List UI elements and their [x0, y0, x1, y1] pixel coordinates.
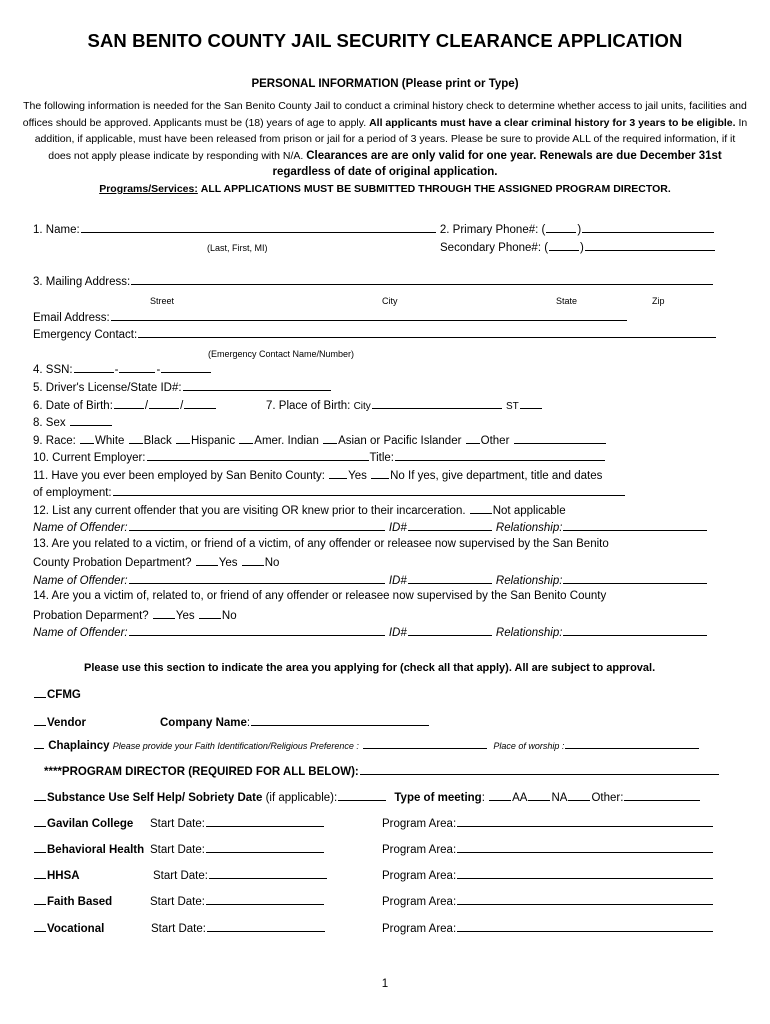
substance-row: Substance Use Self Help/ Sobriety Date (if applicable): Type of meeting: AA NA Other:: [33, 789, 701, 805]
start-date-label: Start Date:: [150, 844, 205, 856]
program-row: [33, 841, 144, 857]
program-area-field[interactable]: [457, 893, 713, 905]
cfmg-checkbox[interactable]: [34, 686, 46, 698]
ssn-part1-field[interactable]: [74, 361, 114, 373]
q11-employment-field[interactable]: [113, 484, 625, 496]
program-label: Behavioral Health: [47, 844, 145, 856]
personal-info-heading: PERSONAL INFORMATION (Please print or Type): [251, 78, 519, 90]
if-applicable-label: (if applicable):: [265, 792, 338, 804]
program-label: Gavilan College: [47, 818, 134, 830]
emergency-hint: (Emergency Contact Name/Number): [208, 349, 355, 359]
program-area-field[interactable]: [457, 815, 713, 827]
race-hispanic-checkbox[interactable]: [176, 432, 190, 444]
program-checkbox[interactable]: [34, 893, 46, 905]
addr-zip-hint: Zip: [652, 296, 665, 306]
page-number: 1: [381, 978, 389, 990]
emergency-label: Emergency Contact:: [33, 329, 138, 341]
pob-st-field[interactable]: [520, 397, 542, 409]
q14-cont-label: Probation Deparment?: [33, 610, 149, 622]
addr-city-hint: City: [382, 296, 398, 306]
q14-no-checkbox[interactable]: [199, 607, 221, 619]
pob-city-label: City: [353, 401, 371, 412]
start-date-field[interactable]: [206, 841, 324, 853]
pob-label: 7. Place of Birth:: [266, 400, 351, 412]
emergency-row: [33, 326, 717, 342]
relationship-label: Relationship:: [495, 522, 563, 534]
intro-paragraph: [22, 98, 748, 198]
start-date-field[interactable]: [206, 893, 324, 905]
program-row: [33, 893, 112, 909]
program-director-row: [44, 763, 720, 779]
offender-name-label: Name of Offender:: [33, 575, 128, 587]
start-date-row: [153, 867, 328, 883]
q11-row: 11. Have you ever been employed by San Benito County: Yes No If yes, give department, title and dates: [33, 467, 602, 483]
program-area-row: [382, 841, 714, 857]
q12-offender-field[interactable]: [129, 519, 385, 531]
program-row: [33, 815, 133, 831]
cfmg-row: [33, 686, 81, 702]
ssn-row: 4. SSN: - -: [33, 361, 212, 377]
cfmg-label: CFMG: [47, 689, 81, 701]
q12-na-checkbox[interactable]: [470, 502, 492, 514]
substance-checkbox[interactable]: [34, 789, 46, 801]
other-checkbox[interactable]: [568, 789, 590, 801]
q14-offender-field[interactable]: [129, 624, 385, 636]
ssn-label: 4. SSN:: [33, 364, 73, 376]
company-name-label: Company Name: [160, 717, 247, 729]
sex-label: 8. Sex: [33, 417, 66, 429]
pob-city-field[interactable]: [372, 397, 502, 409]
email-row: [33, 309, 628, 325]
mailing-label: 3. Mailing Address:: [33, 276, 131, 288]
q14-offender-row: [33, 624, 708, 640]
relationship-label: Relationship:: [495, 627, 563, 639]
chaplaincy-row: [33, 737, 700, 753]
worship-field[interactable]: [565, 737, 699, 749]
program-checkbox[interactable]: [34, 920, 46, 932]
q13-cont-label: County Probation Department?: [33, 557, 192, 569]
q14-yes-checkbox[interactable]: [153, 607, 175, 619]
q11-cont-label: of employment:: [33, 487, 112, 499]
name-hint: (Last, First, MI): [207, 243, 268, 253]
program-area-label: Program Area:: [382, 870, 457, 882]
name-label: 1. Name:: [33, 224, 80, 236]
program-area-label: Program Area:: [382, 896, 457, 908]
race-asian-checkbox[interactable]: [323, 432, 337, 444]
program-area-label: Program Area:: [382, 844, 457, 856]
q11-no-checkbox[interactable]: [371, 467, 389, 479]
company-row: Company Name:: [160, 714, 430, 730]
start-date-field[interactable]: [209, 867, 327, 879]
chaplaincy-note: Please provide your Faith Identification/Religious Preference :: [112, 741, 359, 751]
chaplaincy-checkbox[interactable]: [34, 737, 44, 749]
q12-row: 12. List any current offender that you are visiting OR knew prior to their incarceration. Not applicable: [33, 502, 566, 518]
program-area-row: [382, 867, 714, 883]
employer-title-label: Title:: [369, 452, 394, 464]
dl-field[interactable]: [183, 379, 331, 391]
emergency-field[interactable]: [138, 326, 716, 338]
intro-eligibility: All applicants must have a clear criminal history for 3 years to be eligible.: [369, 116, 736, 129]
race-label: 9. Race:: [33, 435, 76, 447]
q13-offender-row: [33, 572, 708, 588]
q11-yes-checkbox[interactable]: [329, 467, 347, 479]
q13-relationship-field[interactable]: [563, 572, 707, 584]
q13-id-field[interactable]: [408, 572, 492, 584]
vendor-checkbox[interactable]: [34, 714, 46, 726]
program-area-label: Program Area:: [382, 923, 457, 935]
q11-label: 11. Have you ever been employed by San Benito County:: [33, 470, 325, 482]
offender-name-label: Name of Offender:: [33, 627, 128, 639]
intro-text-1: The following information is needed for the San Benito County Jail to conduct a criminal history check to determine whether access to jail units, facilities and offices should be approved. Applicants must be (18) years of age to apply.: [22, 100, 747, 129]
offender-name-label: Name of Offender:: [33, 522, 128, 534]
dl-row: [33, 379, 332, 395]
addr-street-hint: Street: [150, 296, 175, 306]
relationship-label: Relationship:: [495, 575, 563, 587]
vendor-row: [33, 714, 86, 730]
program-label: Faith Based: [47, 896, 113, 908]
q12-id-field[interactable]: [408, 519, 492, 531]
start-date-label: Start Date:: [151, 923, 206, 935]
q11-if-yes: If yes, give department, title and dates: [408, 470, 603, 482]
intro-text-2: In addition, if applicable, must have been released from prison or jail for a period of 3 years. Please be sure to provide ALL of the required information, if it does not apply please indicate by responding with N/A.: [34, 116, 748, 162]
pob-st-label: ST: [506, 401, 519, 412]
race-row: 9. Race: White Black Hispanic Amer. Indian Asian or Pacific Islander Other: [33, 432, 607, 448]
aa-checkbox[interactable]: [489, 789, 511, 801]
q14-cont-row: Probation Deparment? Yes No: [33, 607, 237, 623]
employer-field[interactable]: [147, 449, 369, 461]
mailing-field[interactable]: [131, 273, 713, 285]
ssn-part2-field[interactable]: [119, 361, 155, 373]
start-date-row: [150, 893, 325, 909]
sex-field[interactable]: [70, 414, 112, 426]
faith-field[interactable]: [363, 737, 487, 749]
program-row: [33, 920, 104, 936]
race-other-field[interactable]: [514, 432, 606, 444]
ssn-part3-field[interactable]: [161, 361, 211, 373]
start-date-label: Start Date:: [153, 870, 208, 882]
pob-row: [266, 397, 543, 414]
q14-relationship-field[interactable]: [563, 624, 707, 636]
program-checkbox[interactable]: [34, 867, 46, 879]
program-area-row: [382, 893, 714, 909]
secondary-phone-row: Secondary Phone#: ( ): [440, 239, 716, 255]
dl-label: 5. Driver's License/State ID#:: [33, 382, 182, 394]
mailing-row: [33, 273, 714, 289]
start-date-row: [150, 841, 325, 857]
q12-label: 12. List any current offender that you are visiting OR knew prior to their incarceration.: [33, 505, 466, 517]
program-row: [33, 867, 80, 883]
race-other-checkbox[interactable]: [466, 432, 480, 444]
program-area-row: [382, 920, 714, 936]
email-label: Email Address:: [33, 312, 110, 324]
substance-label: Substance Use Self Help/ Sobriety Date: [47, 792, 263, 804]
program-area-field[interactable]: [457, 841, 713, 853]
program-label: Vocational: [47, 923, 105, 935]
program-director-field[interactable]: [360, 763, 719, 775]
dob-month-field[interactable]: [114, 397, 144, 409]
vendor-label: Vendor: [47, 717, 86, 729]
race-white-checkbox[interactable]: [80, 432, 94, 444]
chaplaincy-label: Chaplaincy: [48, 740, 110, 752]
sex-row: [33, 414, 113, 430]
employer-title-field[interactable]: [395, 449, 605, 461]
employer-label: 10. Current Employer:: [33, 452, 146, 464]
worship-label: Place of worship :: [493, 741, 565, 751]
q12-relationship-field[interactable]: [563, 519, 707, 531]
program-checkbox[interactable]: [34, 841, 46, 853]
secondary-area-code-field[interactable]: [549, 239, 579, 251]
programs-text: ALL APPLICATIONS MUST BE SUBMITTED THROUGH THE ASSIGNED PROGRAM DIRECTOR.: [200, 182, 671, 195]
program-director-label: ****PROGRAM DIRECTOR (REQUIRED FOR ALL BELOW):: [44, 766, 359, 778]
program-area-row: [382, 815, 714, 831]
q13-cont-row: County Probation Department? Yes No: [33, 554, 279, 570]
q12-offender-row: [33, 519, 708, 535]
q13-offender-field[interactable]: [129, 572, 385, 584]
start-date-row: [151, 920, 326, 936]
name-row: 1. Name: 2. Primary Phone#: ( ): [33, 221, 715, 237]
start-date-field[interactable]: [207, 920, 325, 932]
q14-id-field[interactable]: [408, 624, 492, 636]
na-checkbox[interactable]: [528, 789, 550, 801]
primary-phone-label: 2. Primary Phone#: (: [439, 224, 546, 236]
secondary-phone-field[interactable]: [585, 239, 715, 251]
start-date-label: Start Date:: [150, 818, 205, 830]
dob-label: 6. Date of Birth:: [33, 400, 113, 412]
programs-label: Programs/Services:: [99, 182, 198, 195]
offender-id-label: ID#: [388, 627, 407, 639]
start-date-field[interactable]: [206, 815, 324, 827]
q13-label: 13. Are you related to a victim, or friend of a victim, of any offender or releasee now supervised by the San Benito: [33, 538, 609, 550]
start-date-row: [150, 815, 325, 831]
dob-row: 6. Date of Birth: / /: [33, 397, 217, 413]
q13-no-checkbox[interactable]: [242, 554, 264, 566]
dob-day-field[interactable]: [149, 397, 179, 409]
area-heading: Please use this section to indicate the area you applying for (check all that apply). All are subject to approval.: [84, 662, 656, 674]
offender-id-label: ID#: [388, 522, 407, 534]
meeting-type-label: Type of meeting: [394, 792, 482, 804]
race-black-checkbox[interactable]: [129, 432, 143, 444]
dob-year-field[interactable]: [184, 397, 216, 409]
email-field[interactable]: [111, 309, 627, 321]
program-checkbox[interactable]: [34, 815, 46, 827]
q11-cont-row: [33, 484, 626, 500]
program-area-field[interactable]: [457, 920, 713, 932]
addr-state-hint: State: [556, 296, 578, 306]
q14-label: 14. Are you a victim of, related to, or friend of any offender or releasee now supervised by the San Benito County: [33, 590, 607, 602]
race-amer-indian-checkbox[interactable]: [239, 432, 253, 444]
other-meeting-field[interactable]: [624, 789, 700, 801]
q13-yes-checkbox[interactable]: [196, 554, 218, 566]
offender-id-label: ID#: [388, 575, 407, 587]
form-title: SAN BENITO COUNTY JAIL SECURITY CLEARANCE APPLICATION: [87, 30, 683, 51]
start-date-label: Start Date:: [150, 896, 205, 908]
program-area-label: Program Area:: [382, 818, 457, 830]
company-name-field[interactable]: [251, 714, 429, 726]
program-area-field[interactable]: [457, 867, 713, 879]
sobriety-date-field[interactable]: [338, 789, 386, 801]
secondary-phone-label: Secondary Phone#: (: [440, 242, 549, 254]
program-label: HHSA: [47, 870, 80, 882]
intro-validity: Clearances are are only valid for one year. Renewals are due December 31st regardless of date of original application.: [272, 149, 722, 179]
primary-phone-field[interactable]: [582, 221, 714, 233]
name-field[interactable]: [81, 221, 436, 233]
employer-row: [33, 449, 606, 465]
primary-area-code-field[interactable]: [546, 221, 576, 233]
